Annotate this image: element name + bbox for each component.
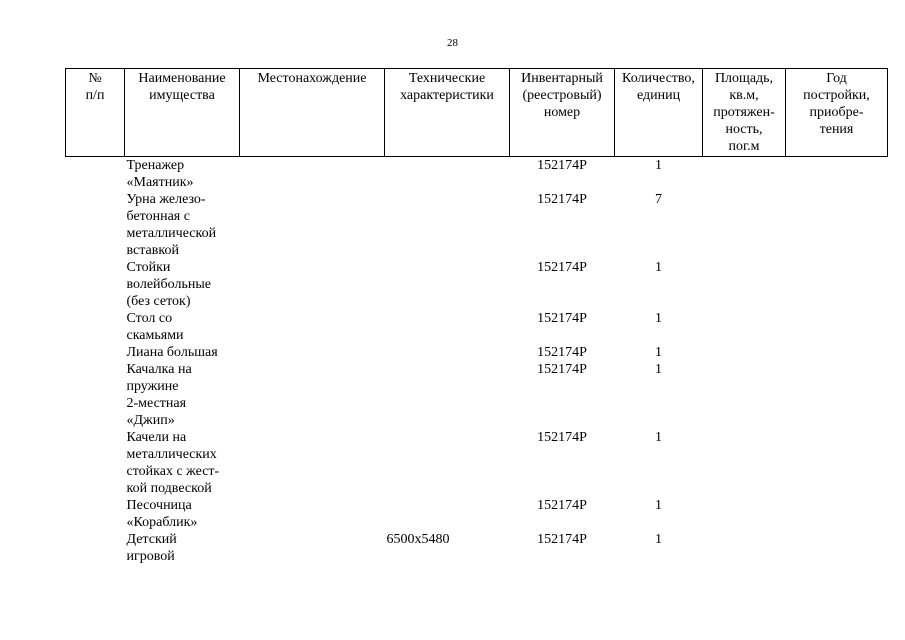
number-cell	[66, 531, 125, 565]
table-row	[66, 259, 888, 310]
quantity-cell: 1	[655, 362, 662, 377]
number-cell	[66, 361, 125, 429]
inventory-cell: 152174Р	[537, 498, 587, 513]
header-tech: Технические характеристики	[385, 69, 510, 157]
quantity-cell: 1	[655, 260, 662, 275]
table-row	[66, 344, 888, 361]
tech-cell	[385, 344, 510, 361]
tech-cell	[385, 361, 510, 429]
area-cell	[703, 157, 786, 192]
page-number: 28	[447, 37, 458, 49]
inventory-cell: 152174Р	[537, 192, 587, 207]
year-cell	[786, 531, 888, 565]
year-cell	[786, 157, 888, 192]
table-row	[66, 429, 888, 497]
name-cell: Детский игровой	[126, 532, 177, 564]
inventory-cell: 152174Р	[537, 345, 587, 360]
table-row	[66, 497, 888, 531]
tech-cell	[385, 497, 510, 531]
area-cell	[703, 259, 786, 310]
table-body	[66, 157, 888, 566]
table-row	[66, 531, 888, 565]
area-cell	[703, 191, 786, 259]
header-year: Год постройки, приобре- тения	[786, 69, 888, 157]
header-location: Местонахождение	[240, 69, 385, 157]
area-cell	[703, 310, 786, 344]
location-cell	[240, 344, 385, 361]
location-cell	[240, 191, 385, 259]
year-cell	[786, 429, 888, 497]
quantity-cell: 1	[655, 498, 662, 513]
inventory-cell: 152174Р	[537, 260, 587, 275]
year-cell	[786, 361, 888, 429]
header-area: Площадь, кв.м, протяжен- ность, пог.м	[703, 69, 786, 157]
table-header-row	[66, 69, 888, 157]
name-cell: Стойки волейбольные (без сеток)	[126, 260, 211, 309]
tech-cell	[385, 310, 510, 344]
header-name: Наименование имущества	[125, 69, 240, 157]
year-cell	[786, 310, 888, 344]
number-cell	[66, 429, 125, 497]
tech-cell	[385, 259, 510, 310]
year-cell	[786, 497, 888, 531]
property-table	[65, 68, 888, 565]
tech-cell	[385, 191, 510, 259]
header-number: № п/п	[66, 69, 125, 157]
table-row	[66, 310, 888, 344]
year-cell	[786, 191, 888, 259]
quantity-cell: 1	[655, 311, 662, 326]
quantity-cell: 1	[655, 158, 662, 173]
location-cell	[240, 497, 385, 531]
name-cell: Качалка на пружине 2-местная «Джип»	[126, 362, 192, 428]
tech-cell	[385, 429, 510, 497]
name-cell: Тренажер «Маятник»	[126, 158, 194, 190]
table-row	[66, 191, 888, 259]
area-cell	[703, 429, 786, 497]
quantity-cell: 1	[655, 345, 662, 360]
location-cell	[240, 429, 385, 497]
name-cell: Урна железо- бетонная с металлической вставкой	[126, 192, 217, 258]
number-cell	[66, 344, 125, 361]
inventory-cell: 152174Р	[537, 362, 587, 377]
number-cell	[66, 191, 125, 259]
location-cell	[240, 259, 385, 310]
header-inventory: Инвентарный (реестровый) номер	[510, 69, 615, 157]
table-row	[66, 361, 888, 429]
number-cell	[66, 497, 125, 531]
year-cell	[786, 259, 888, 310]
area-cell	[703, 344, 786, 361]
location-cell	[240, 157, 385, 192]
area-cell	[703, 531, 786, 565]
name-cell: Песочница «Кораблик»	[126, 498, 198, 530]
quantity-cell: 7	[655, 192, 662, 207]
quantity-cell: 1	[655, 532, 662, 547]
inventory-cell: 152174Р	[537, 430, 587, 445]
number-cell	[66, 310, 125, 344]
tech-cell	[385, 157, 510, 192]
name-cell: Стол со скамьями	[126, 311, 184, 343]
location-cell	[240, 310, 385, 344]
inventory-cell: 152174Р	[537, 532, 587, 547]
area-cell	[703, 361, 786, 429]
table-row	[66, 157, 888, 192]
location-cell	[240, 531, 385, 565]
year-cell	[786, 344, 888, 361]
number-cell	[66, 157, 125, 192]
inventory-cell: 152174Р	[537, 311, 587, 326]
inventory-cell: 152174Р	[537, 158, 587, 173]
location-cell	[240, 361, 385, 429]
header-quantity: Количество, единиц	[615, 69, 703, 157]
number-cell	[66, 259, 125, 310]
name-cell: Качели на металлических стойках с жест- кой подвеской	[126, 430, 220, 496]
tech-cell: 6500х5480	[386, 532, 450, 547]
area-cell	[703, 497, 786, 531]
quantity-cell: 1	[655, 430, 662, 445]
name-cell: Лиана большая	[126, 345, 218, 360]
